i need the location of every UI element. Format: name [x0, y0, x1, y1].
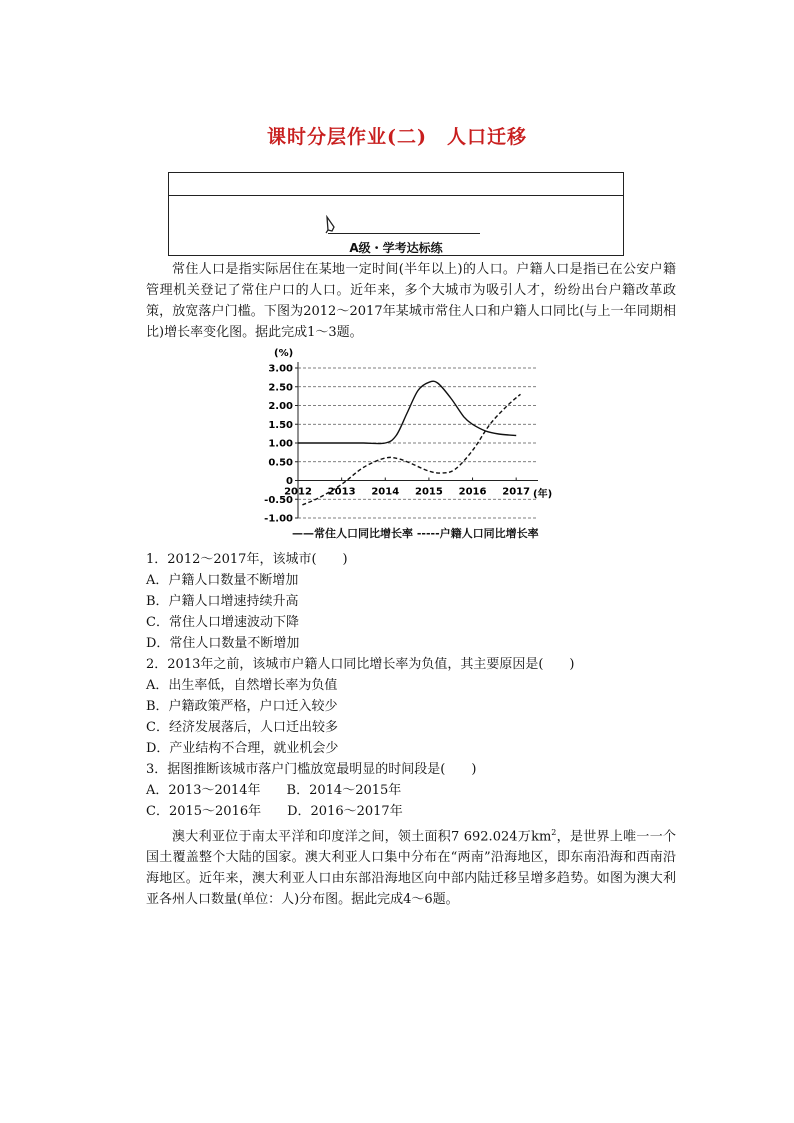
- option-c: C．常住人口增速波动下降: [146, 615, 299, 630]
- pen-icon: [323, 215, 339, 235]
- chart-y-tick-label: 1.00: [268, 438, 293, 450]
- chart-y-tick-label: -1.00: [264, 513, 293, 525]
- chart-y-tick-label: -0.50: [264, 494, 293, 506]
- chart-x-tick-label: 2013: [327, 486, 356, 498]
- question-1: [146, 549, 676, 654]
- option-a: A．户籍人口数量不断增加: [146, 573, 299, 588]
- page-title: 课时分层作业(二) 人口迁移: [267, 126, 527, 148]
- chart-x-tick-label: 2012: [284, 486, 312, 498]
- options-ab: A．2013～2014年 B．2014～2015年: [146, 783, 402, 798]
- question-stem: 1．2012～2017年，该城市( ): [146, 552, 348, 567]
- banner-rule: [328, 233, 480, 234]
- option-d: D．产业结构不合理，就业机会少: [146, 741, 339, 756]
- chart-y-tick-label: 1.50: [268, 419, 293, 431]
- banner-divider: [169, 195, 623, 196]
- section-banner: [168, 172, 624, 256]
- chart-legend: ——常住人口同比增长率 -----户籍人口同比增长率: [292, 527, 539, 540]
- chart-y-tick-label: 0: [286, 476, 293, 487]
- option-b: B．户籍人口增速持续升高: [146, 594, 299, 609]
- passage-2-text: [146, 822, 676, 910]
- chart-x-tick-label: 2017: [502, 486, 531, 498]
- passage-2: [146, 822, 676, 910]
- area-unit-superscript: 2: [551, 828, 557, 837]
- chart-y-tick-label: 3.00: [268, 363, 293, 375]
- chart-x-tick-label: 2014: [371, 486, 400, 498]
- passage-2-before: 澳大利亚位于南太平洋和印度洋之间，领土面积7 692.024万km: [172, 829, 552, 845]
- option-c: C．经济发展落后，人口迁出较多: [146, 720, 338, 735]
- level-label: A级・学考达标练: [349, 241, 443, 255]
- question-3: [146, 759, 676, 822]
- option-a: A．出生率低，自然增长率为负值: [146, 678, 338, 693]
- question-2: [146, 654, 676, 759]
- chart-x-tick-label: 2015: [414, 486, 443, 498]
- options-cd: C．2015～2016年 D．2016～2017年: [146, 804, 403, 819]
- chart-y-tick-label: 2.50: [268, 382, 293, 394]
- passage-1-text: 常住人口是指实际居住在某地一定时间(半年以上)的人口。户籍人口是指已在公安户籍管理机关登记了常住户口的人口。近年来，多个大城市为吸引人才，纷纷出台户籍改革政策，放宽落户门槛。下图为2012～2017年某城市常住人口和户籍人口同比(与上一年同期相比)增长率变化图。据此完成1～3题。: [146, 262, 676, 340]
- chart-y-tick-label: 2.00: [268, 401, 293, 412]
- chart-x-tick-label: 2016: [458, 486, 487, 498]
- question-stem: 2．2013年之前，该城市户籍人口同比增长率为负值，其主要原因是( ): [146, 657, 575, 672]
- chart-x-axis-unit: (年): [533, 489, 553, 500]
- population-growth-chart: [258, 342, 568, 542]
- chart-y-tick-label: 0.50: [268, 457, 293, 469]
- question-stem: 3．据图推断该城市落户门槛放宽最明显的时间段是( ): [146, 762, 477, 777]
- option-d: D．常住人口数量不断增加: [146, 636, 300, 651]
- chart-y-axis-label: (%): [274, 348, 294, 359]
- passage-2-after: ，是世界上唯一一个国土覆盖整个大陆的国家。澳大利亚人口集中分布在“两南”沿海地区，即东南沿海和西南沿海地区。近年来，澳大利亚人口由东部沿海地区向中部内陆迁移呈增多趋势。如图为澳大利亚各州人口数量(单位：人)分布图。据此完成4～6题。: [146, 829, 676, 908]
- passage-1: [146, 259, 676, 343]
- option-b: B．户籍政策严格，户口迁入较少: [146, 699, 338, 714]
